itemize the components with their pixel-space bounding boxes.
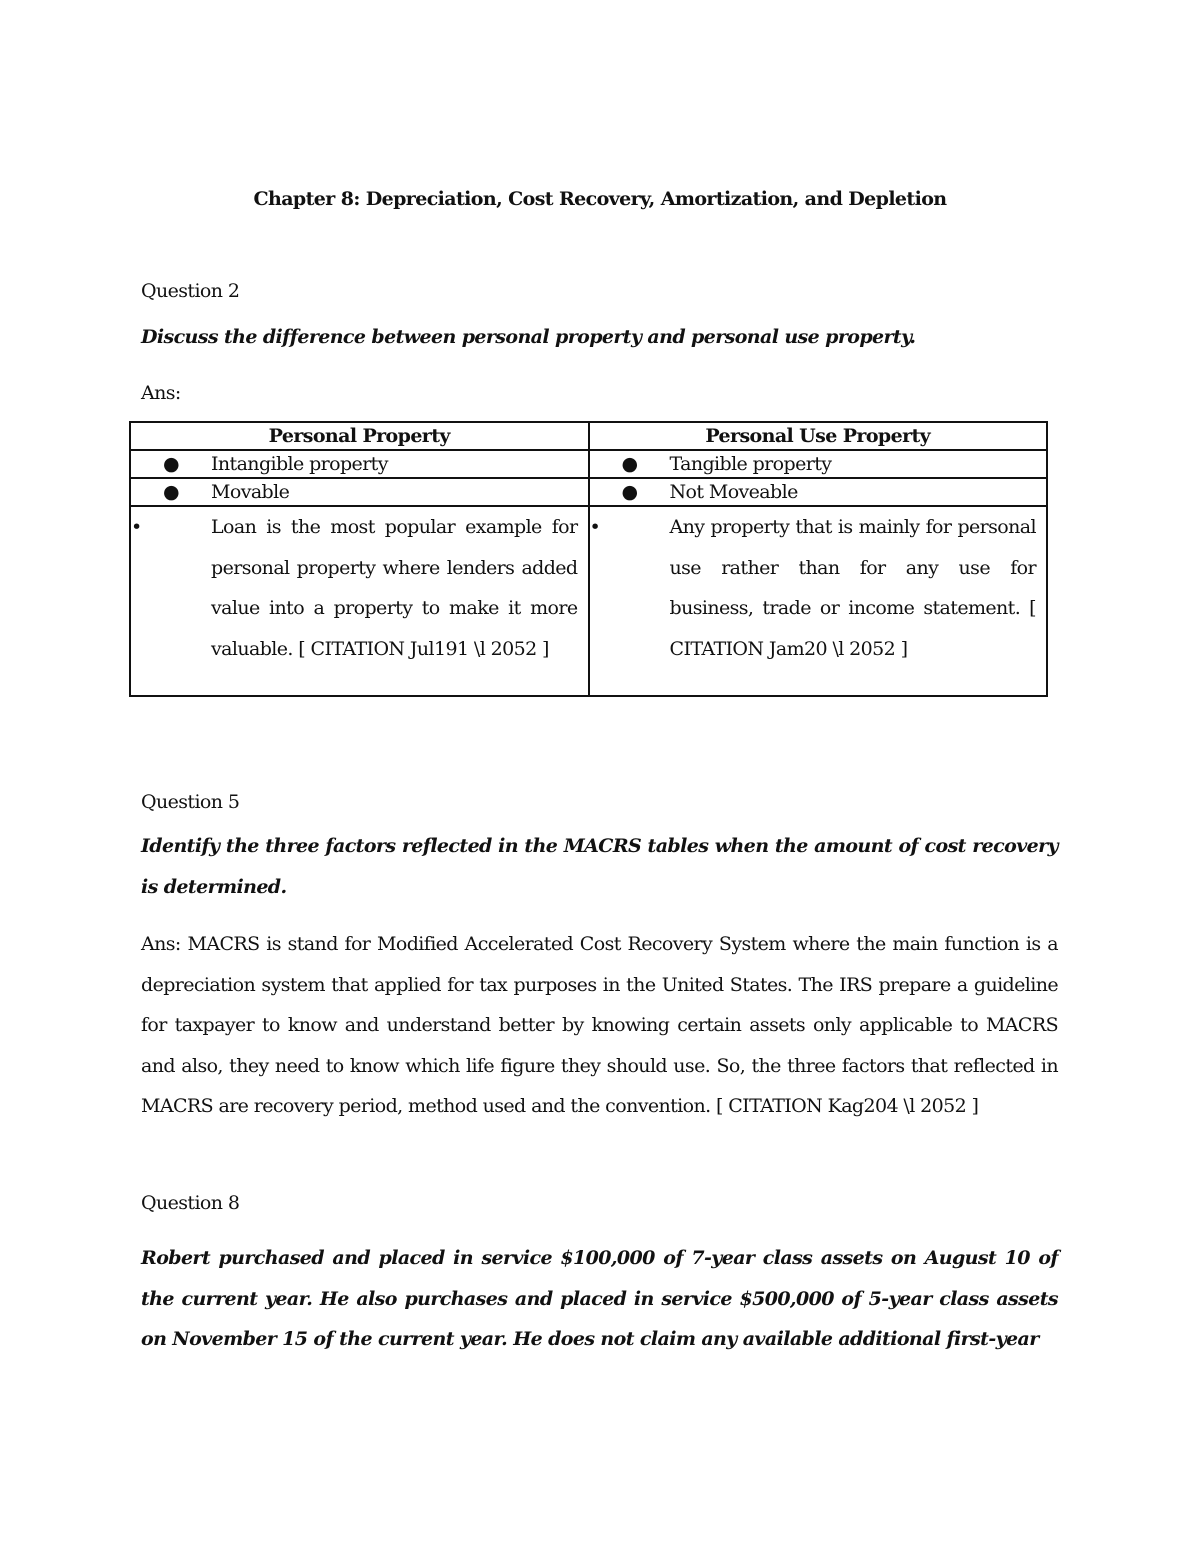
- question-5-label: Question 5: [141, 791, 240, 813]
- table-cell: Intangible property: [211, 453, 388, 475]
- question-5-prompt: Identify the three factors reflected in the MACRS tables when the amount of cost recovery is determined.: [141, 835, 1058, 898]
- bullet-icon: ●: [621, 453, 638, 475]
- bullet-icon: •: [131, 516, 142, 538]
- question-2-answer-label: Ans:: [141, 382, 181, 404]
- bullet-icon: ●: [621, 481, 638, 503]
- question-2-prompt: Discuss the difference between personal property and personal use property.: [141, 326, 916, 348]
- question-8-label: Question 8: [141, 1192, 240, 1214]
- table-cell: Movable: [211, 481, 290, 503]
- bullet-icon: •: [589, 516, 601, 538]
- bullet-icon: ●: [163, 481, 179, 503]
- table-row: [130, 506, 1047, 696]
- page-title: Chapter 8: Depreciation, Cost Recovery, Amortization, and Depletion: [253, 188, 947, 210]
- table-header: Personal Use Property: [589, 422, 1048, 450]
- table-cell: Loan is the most popular example for personal property where lenders added value into a property to make it more valuable. [ CITATION Jul191 \l 2052 ]: [211, 516, 578, 660]
- table-row: [130, 478, 1047, 506]
- question-5-answer: Ans: MACRS is stand for Modified Accelerated Cost Recovery System where the main function is a depreciation system that applied for tax purposes in the United States. The IRS prepare a guideline for taxpayer to know and understand better by knowing certain assets only applicable to MACRS and also, they need to know which life figure they should use. So, the three factors that reflected in MACRS are recovery period, method used and the convention. [ CITATION Kag204 \l 2052 ]: [141, 933, 1058, 1117]
- table-cell: Tangible property: [669, 453, 832, 475]
- table-cell: Any property that is mainly for personal use rather than for any use for business, trade or income statement. [ CITATION Jam20 \l 2052 ]: [669, 516, 1036, 660]
- table-row: [130, 450, 1047, 478]
- table-header-row: [130, 422, 1047, 450]
- question-8-prompt: Robert purchased and placed in service $100,000 of 7-year class assets on August 10 of the current year. He also purchases and placed in service $500,000 of 5-year class assets on November 15 of the current year. He does not claim any available additional first-year: [141, 1247, 1058, 1350]
- table-header: Personal Property: [130, 422, 589, 450]
- bullet-icon: ●: [163, 453, 179, 475]
- comparison-table: [129, 421, 1048, 697]
- question-2-label: Question 2: [141, 280, 240, 302]
- table-cell: Not Moveable: [669, 481, 798, 503]
